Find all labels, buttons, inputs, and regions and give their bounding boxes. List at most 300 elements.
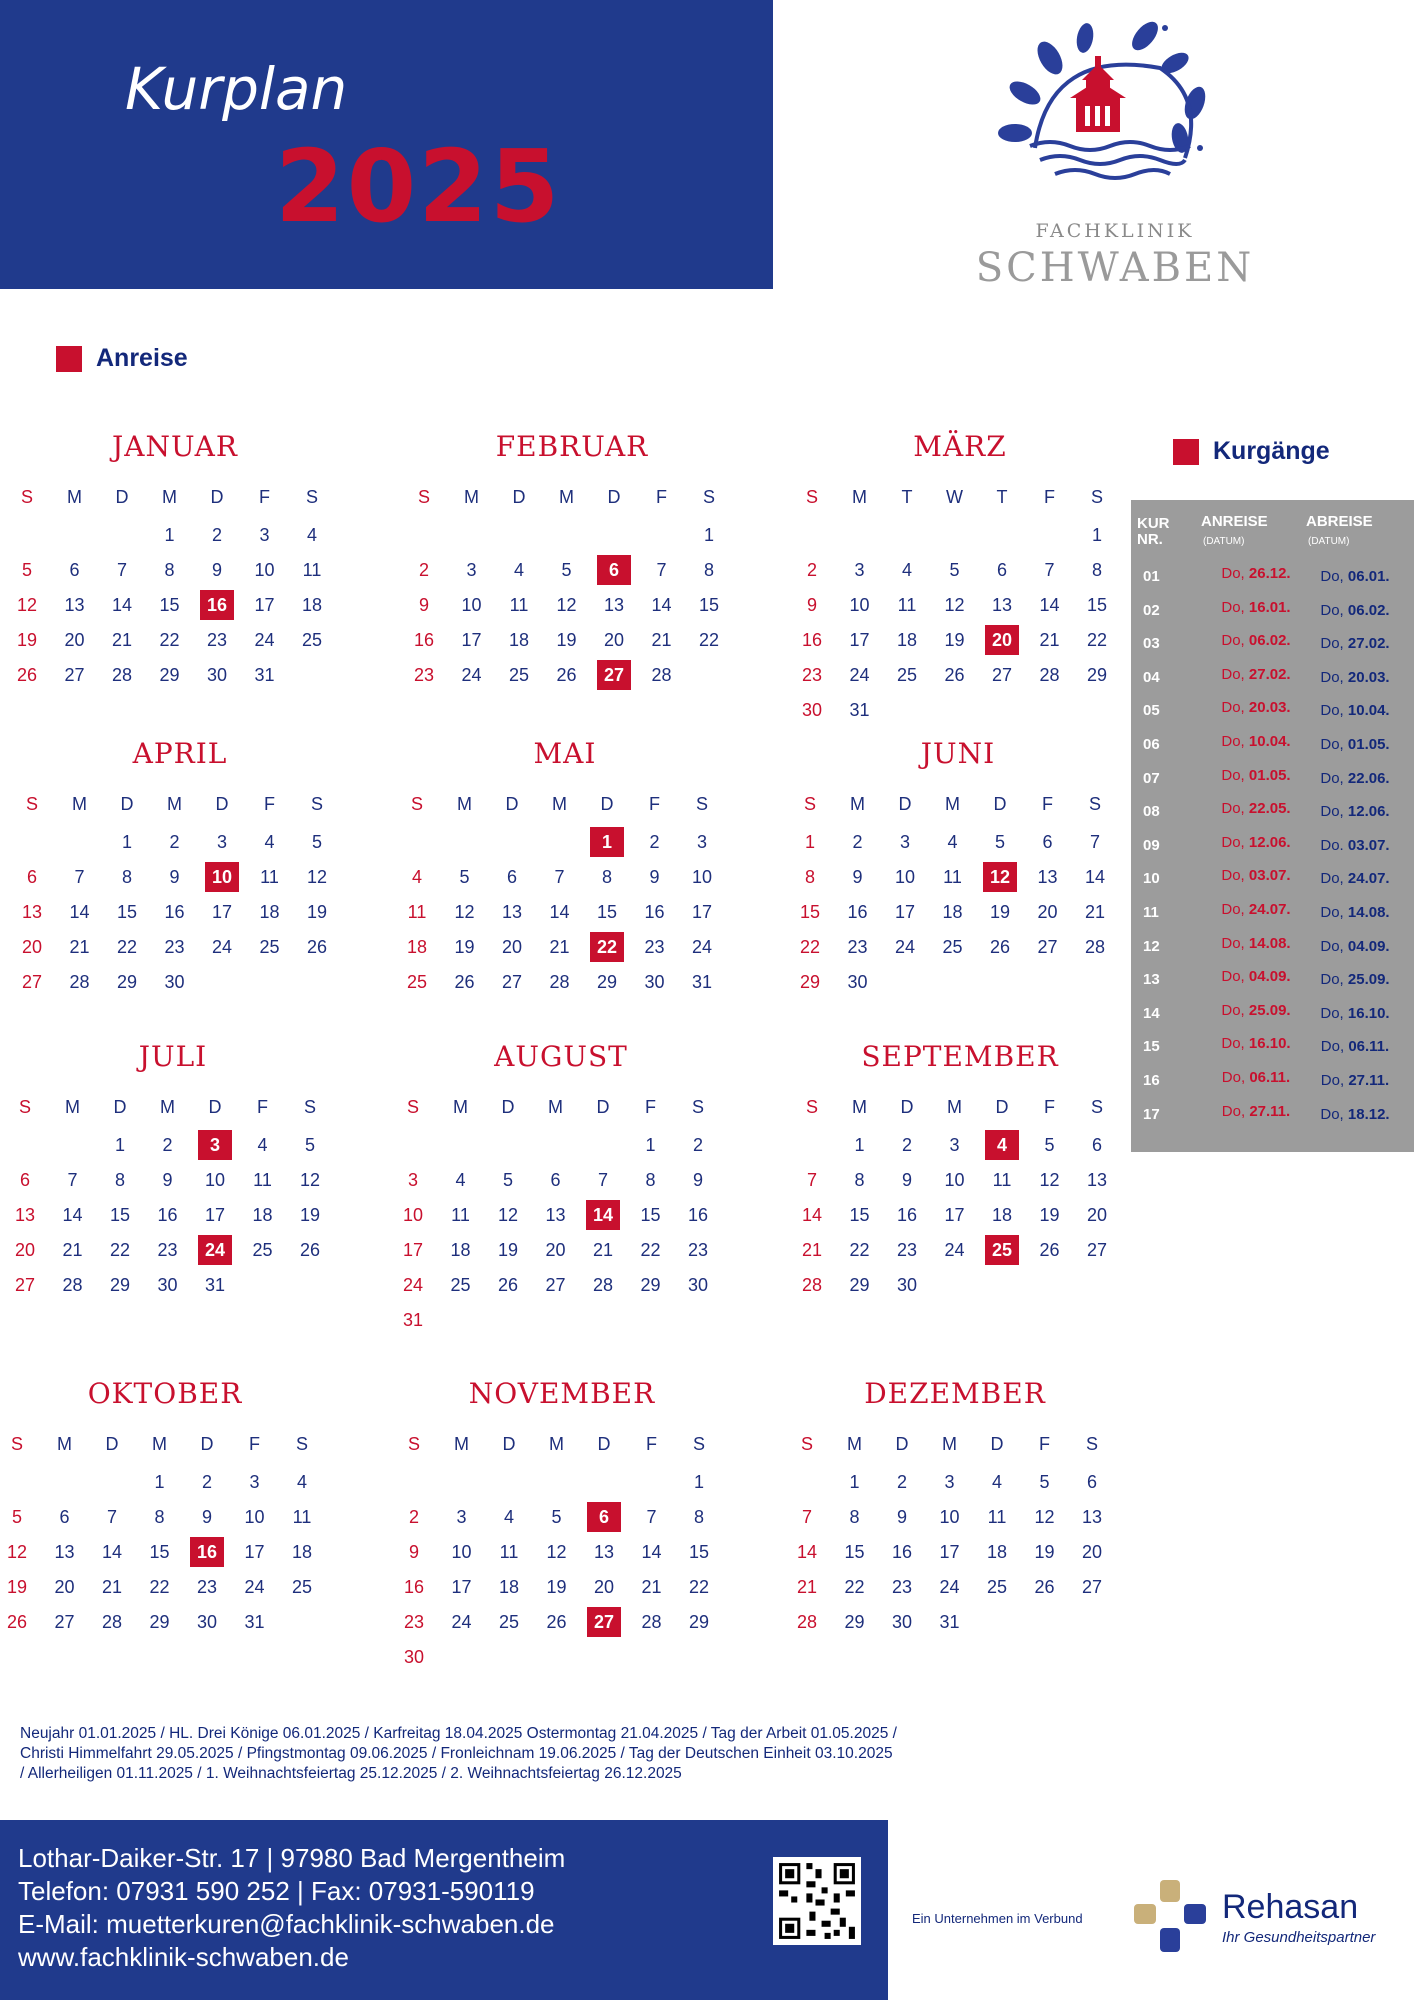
calendar-day: 15: [698, 595, 720, 615]
weekday-header: S: [406, 1097, 419, 1117]
calendar-day: 15: [159, 595, 180, 615]
month-name: NOVEMBER: [468, 1377, 656, 1410]
kur-abreise: Do, 01.05.: [1320, 736, 1390, 753]
calendar-day: 29: [596, 972, 618, 992]
month-juli: [8, 1040, 338, 1295]
weekday-header: F: [259, 487, 270, 507]
calendar-day: 30: [157, 1275, 178, 1295]
month-name: JULI: [138, 1040, 208, 1073]
calendar-day: 24: [939, 1577, 960, 1597]
calendar-day: 21: [592, 1240, 614, 1260]
calendar-day: 11: [992, 1170, 1012, 1190]
kur-abreise: Do, 06.11.: [1320, 1038, 1390, 1056]
weekday-header: D: [120, 794, 134, 814]
calendar-day: 12: [556, 595, 577, 615]
calendar-day: 1: [645, 1135, 656, 1155]
qr-code-icon[interactable]: [773, 1857, 861, 1945]
header-abreise: ABREISE: [1306, 513, 1373, 530]
kur-abreise: Do, 24.07.: [1320, 870, 1390, 888]
calendar-day: 30: [196, 1612, 218, 1632]
calendar-day: 9: [211, 560, 222, 580]
calendar-day: 1: [804, 832, 815, 852]
calendar-day: 6: [1091, 1135, 1102, 1155]
calendar-day: 3: [407, 1170, 418, 1190]
weekday-header: S: [691, 1097, 704, 1117]
calendar-day: 1: [854, 1135, 865, 1155]
calendar-day: 11: [302, 560, 322, 580]
calendar-day: 28: [1084, 937, 1106, 957]
calendar-day: 3: [466, 560, 477, 580]
calendar-day: 26: [989, 937, 1011, 957]
kur-nr: 06: [1143, 736, 1160, 753]
calendar-day: 6: [1086, 1472, 1097, 1492]
calendar-day: 22: [698, 630, 720, 650]
calendar-day: 8: [703, 560, 714, 580]
calendar-day: 28: [801, 1275, 823, 1295]
calendar-day: 4: [257, 1135, 268, 1155]
weekday-header: D: [210, 487, 224, 507]
calendar-day: 17: [244, 1542, 265, 1562]
kur-abreise: Do, 14.08.: [1320, 904, 1390, 921]
weekday-header: M: [457, 794, 472, 814]
calendar-day: 26: [16, 665, 38, 685]
calendar-day: 23: [157, 1240, 178, 1260]
calendar-day: 31: [244, 1612, 265, 1632]
calendar-day: 17: [204, 1205, 226, 1225]
weekday-header: S: [310, 794, 323, 814]
calendar-day: 19: [1034, 1542, 1055, 1562]
calendar-day: 27: [54, 1612, 75, 1632]
calendar-day: 9: [418, 595, 429, 615]
calendar-day: 18: [252, 1205, 273, 1225]
anreise-day: 22: [590, 932, 624, 962]
weekday-header: D: [895, 1434, 909, 1454]
calendar-day: 6: [59, 1507, 70, 1527]
calendar-day: 3: [899, 832, 910, 852]
brand-top: FACHKLINIK: [1035, 220, 1195, 242]
calendar-day: 17: [254, 595, 275, 615]
calendar-day: 10: [402, 1205, 424, 1225]
calendar-day: 23: [896, 1240, 918, 1260]
calendar-day: 7: [801, 1507, 812, 1527]
kur-nr: 12: [1143, 937, 1160, 955]
calendar-day: 12: [1039, 1170, 1060, 1190]
calendar-day: 26: [556, 665, 577, 685]
calendar-day: 16: [896, 1205, 918, 1225]
calendar-day: 5: [1044, 1135, 1055, 1155]
calendar-day: 16: [157, 1205, 178, 1225]
calendar-day: 20: [21, 937, 43, 957]
weekday-header: S: [803, 794, 816, 814]
calendar-day: 22: [116, 937, 138, 957]
kur-anreise: Do, 27.02.: [1221, 665, 1291, 683]
weekday-header: D: [512, 487, 526, 507]
calendar-day: 19: [944, 630, 965, 650]
calendar-day: 17: [944, 1205, 965, 1225]
holidays-text: [20, 1724, 1100, 1784]
calendar-day: 4: [264, 832, 275, 852]
kur-abreise-date: 25.09.: [1347, 971, 1390, 989]
kur-nr: 13: [1143, 971, 1160, 989]
calendar-day: 1: [114, 1135, 125, 1155]
kur-nr: 15: [1143, 1038, 1160, 1056]
calendar-day: 27: [545, 1275, 566, 1295]
calendar-day: 18: [498, 1577, 520, 1597]
calendar-day: 8: [849, 1507, 860, 1527]
calendar-day: 24: [461, 665, 482, 685]
calendar-day: 24: [244, 1577, 265, 1597]
legend-kurgaenge-label: Kurgänge: [1213, 437, 1330, 465]
legend-swatch: [56, 346, 82, 372]
calendar-day: 20: [1037, 902, 1058, 922]
calendar-day: 13: [593, 1542, 615, 1562]
calendar-day: 25: [896, 665, 918, 685]
calendar-day: 22: [799, 937, 821, 957]
kurgaenge-header: [1131, 512, 1414, 558]
month-oktober: [0, 1377, 330, 1632]
calendar-day: 27: [1086, 1240, 1108, 1260]
calendar-day: 15: [844, 1542, 865, 1562]
calendar-day: 21: [549, 937, 570, 957]
calendar-day: 3: [259, 525, 270, 545]
kur-anreise: Do, 27.11.: [1221, 1102, 1291, 1120]
calendar-day: 11: [292, 1507, 312, 1527]
legend-anreise-label: Anreise: [96, 344, 188, 372]
weekday-header: D: [990, 1434, 1004, 1454]
weekday-header: D: [993, 794, 1007, 814]
month-februar: [407, 430, 737, 685]
anreise-day: 1: [590, 827, 624, 857]
weekday-header: S: [1090, 1097, 1103, 1117]
calendar-day: 17: [849, 630, 870, 650]
calendar-day: 14: [111, 595, 133, 615]
calendar-day: 26: [546, 1612, 567, 1632]
calendar-day: 8: [693, 1507, 704, 1527]
calendar-day: 6: [996, 560, 1007, 580]
calendar-day: 28: [592, 1275, 614, 1295]
calendar-day: 4: [513, 560, 524, 580]
weekday-header: S: [702, 487, 715, 507]
calendar-day: 3: [249, 1472, 260, 1492]
weekday-header: S: [1088, 794, 1101, 814]
weekday-header: F: [649, 794, 660, 814]
calendar-day: 12: [306, 867, 328, 887]
legend-swatch: [1173, 439, 1199, 465]
anreise-day: 6: [597, 555, 631, 585]
weekday-header: T: [996, 487, 1008, 507]
month-november: [397, 1377, 727, 1667]
calendar-day: 20: [501, 937, 523, 957]
kur-nr: 05: [1143, 702, 1160, 720]
holidays-line: / Allerheiligen 01.11.2025 / 1. Weihnachtsfeiertag 25.12.2025 / 2. Weihnachtsfeiertag 26.12.2025: [20, 1765, 682, 1782]
calendar-day: 4: [947, 832, 958, 852]
kur-nr: 03: [1143, 635, 1160, 653]
weekday-header: S: [295, 1434, 308, 1454]
calendar-day: 23: [847, 937, 868, 957]
weekday-header: D: [596, 1097, 610, 1117]
calendar-day: 26: [306, 937, 328, 957]
calendar-day: 26: [454, 972, 475, 992]
calendar-day: 18: [986, 1542, 1008, 1562]
calendar-day: 2: [896, 1472, 907, 1492]
calendar-day: 5: [21, 560, 32, 580]
calendar-day: 27: [14, 1275, 36, 1295]
calendar-day: 10: [254, 560, 275, 580]
kur-anreise: Do, 12.06.: [1221, 833, 1291, 851]
calendar-day: 16: [644, 902, 665, 922]
calendar-day: 16: [687, 1205, 709, 1225]
weekday-header: M: [65, 1097, 80, 1117]
weekday-header: W: [946, 487, 963, 507]
kur-row: [1131, 997, 1414, 1030]
calendar-day: 18: [942, 902, 963, 922]
calendar-day: 4: [455, 1170, 466, 1190]
weekday-header: D: [597, 1434, 611, 1454]
calendar-day: 5: [551, 1507, 562, 1527]
kur-anreise-date: 06.02.: [1248, 632, 1291, 650]
calendar-day: 8: [1091, 560, 1102, 580]
calendar-day: 11: [253, 1170, 272, 1190]
calendar-day: 15: [799, 902, 821, 922]
calendar-day: 21: [651, 630, 672, 650]
calendar-day: 2: [211, 525, 222, 545]
header-anreise-datum: (DATUM): [1203, 536, 1245, 547]
calendar-day: 2: [649, 832, 660, 852]
weekday-header: D: [105, 1434, 119, 1454]
month-name: JANUAR: [112, 430, 238, 463]
calendar-day: 10: [461, 595, 482, 615]
calendar-day: 22: [640, 1240, 661, 1260]
kur-row: [1131, 594, 1414, 627]
calendar-day: 29: [688, 1612, 710, 1632]
anreise-day: 24: [198, 1235, 232, 1265]
calendar-day: 17: [894, 902, 916, 922]
calendar-day: 3: [456, 1507, 467, 1527]
verbund-text: Ein Unternehmen im Verbund: [912, 1911, 1083, 1926]
kur-abreise: Do, 06.02.: [1320, 601, 1390, 619]
weekday-header: M: [852, 487, 867, 507]
calendar-day: 4: [991, 1472, 1002, 1492]
calendar-day: 22: [844, 1577, 865, 1597]
kur-anreise-date: 27.02.: [1248, 665, 1291, 683]
kur-row: [1131, 694, 1414, 727]
calendar-day: 9: [852, 867, 863, 887]
calendar-day: 3: [944, 1472, 955, 1492]
calendar-day: 13: [21, 902, 43, 922]
kur-anreise-date: 06.11.: [1249, 1069, 1291, 1086]
weekday-header: M: [152, 1434, 167, 1454]
calendar-day: 4: [503, 1507, 514, 1527]
weekday-header: S: [20, 487, 33, 507]
calendar-day: 20: [603, 630, 625, 650]
calendar-day: 13: [1086, 1170, 1108, 1190]
calendar-day: 7: [67, 1170, 78, 1190]
calendar-day: 2: [418, 560, 429, 580]
calendar-day: 1: [121, 832, 132, 852]
calendar-day: 22: [1086, 630, 1108, 650]
calendar-day: 18: [896, 630, 918, 650]
weekday-header: S: [1090, 487, 1103, 507]
calendar-day: 30: [403, 1647, 425, 1667]
kur-anreise-date: 16.10.: [1248, 1035, 1291, 1053]
calendar-day: 7: [106, 1507, 117, 1527]
calendar-day: 21: [1039, 630, 1060, 650]
weekday-header: F: [257, 1097, 268, 1117]
calendar-day: 11: [509, 595, 529, 615]
kur-abreise: Do, 12.06.: [1320, 803, 1390, 821]
kur-anreise: Do, 06.11.: [1221, 1069, 1291, 1086]
calendar-day: 7: [646, 1507, 657, 1527]
calendar-day: 12: [299, 1170, 321, 1190]
calendar-day: 18: [301, 595, 323, 615]
weekday-header: F: [249, 1434, 260, 1454]
kur-nr: 16: [1143, 1072, 1160, 1089]
calendar-day: 2: [692, 1135, 703, 1155]
calendar-day: 10: [691, 867, 713, 887]
anreise-day: 4: [985, 1130, 1019, 1160]
calendar-day: 30: [801, 700, 823, 720]
calendar-day: 28: [62, 1275, 83, 1295]
calendar-day: 28: [111, 665, 133, 685]
kur-anreise: Do, 04.09.: [1221, 968, 1291, 986]
kur-row: [1131, 862, 1414, 895]
calendar-day: 20: [1081, 1542, 1103, 1562]
calendar-day: 27: [64, 665, 85, 685]
calendar-day: 16: [164, 902, 185, 922]
footer-email[interactable]: E-Mail: muetterkuren@fachklinik-schwaben.de: [18, 1909, 555, 1939]
calendar-day: 22: [688, 1577, 710, 1597]
kur-row: [1131, 829, 1414, 862]
calendar-day: 19: [299, 1205, 321, 1225]
weekday-header: S: [407, 1434, 420, 1454]
weekday-header: S: [417, 487, 430, 507]
calendar-day: 7: [116, 560, 127, 580]
calendar-day: 1: [693, 1472, 704, 1492]
weekday-header: M: [549, 1434, 564, 1454]
month-name: DEZEMBER: [864, 1377, 1046, 1410]
calendar-day: 23: [196, 1577, 218, 1597]
calendar-day: 27: [1081, 1577, 1103, 1597]
calendar-day: 8: [601, 867, 612, 887]
kur-anreise-date: 20.03.: [1248, 699, 1291, 717]
kur-anreise-date: 26.12.: [1248, 565, 1291, 582]
calendar-day: 26: [1034, 1577, 1055, 1597]
calendar-day: 7: [554, 867, 565, 887]
calendar-day: 12: [16, 595, 38, 615]
kur-abreise: Do, 04.09.: [1320, 937, 1390, 955]
calendar-day: 14: [62, 1205, 83, 1225]
month-september: [795, 1040, 1125, 1295]
footer-website[interactable]: www.fachklinik-schwaben.de: [18, 1942, 349, 1972]
kur-anreise: Do, 22.05.: [1221, 800, 1291, 818]
calendar-day: 5: [502, 1170, 513, 1190]
calendar-day: 29: [1086, 665, 1108, 685]
calendar-day: 13: [501, 902, 523, 922]
calendar-day: 23: [206, 630, 228, 650]
calendar-day: 25: [498, 1612, 520, 1632]
month-august: [396, 1040, 726, 1330]
calendar-day: 11: [897, 595, 917, 615]
kur-anreise-date: 22.05.: [1248, 800, 1291, 818]
kur-abreise: Do, 27.02.: [1320, 635, 1390, 653]
calendar-day: 23: [687, 1240, 709, 1260]
weekday-header: S: [800, 1434, 813, 1454]
calendar-day: 22: [159, 630, 180, 650]
calendar-day: 24: [451, 1612, 472, 1632]
calendar-day: 15: [109, 1205, 131, 1225]
calendar-day: 13: [545, 1205, 566, 1225]
kur-abreise-date: 06.02.: [1347, 601, 1390, 619]
calendar-day: 18: [259, 902, 280, 922]
kur-anreise: Do, 16.10.: [1221, 1035, 1291, 1053]
calendar-day: 23: [644, 937, 665, 957]
weekday-header: S: [805, 487, 818, 507]
calendar-day: 29: [844, 1612, 865, 1632]
calendar-day: 13: [1081, 1507, 1103, 1527]
calendar-day: 16: [801, 630, 823, 650]
calendar-day: 30: [644, 972, 665, 992]
weekday-header: M: [167, 794, 182, 814]
weekday-header: M: [559, 487, 574, 507]
anreise-day: 27: [597, 660, 631, 690]
kur-anreise-date: 12.06.: [1248, 833, 1291, 851]
calendar-day: 2: [169, 832, 180, 852]
calendar-day: 28: [549, 972, 570, 992]
calendar-day: 14: [651, 595, 672, 615]
calendar-day: 19: [989, 902, 1011, 922]
calendar-day: 2: [408, 1507, 419, 1527]
calendar-day: 17: [939, 1542, 960, 1562]
calendar-day: 15: [1086, 595, 1108, 615]
calendar-day: 14: [641, 1542, 662, 1562]
weekday-header: M: [847, 1434, 862, 1454]
weekday-header: T: [901, 487, 913, 507]
calendar-day: 17: [451, 1577, 472, 1597]
calendar-day: 16: [891, 1542, 913, 1562]
kur-abreise-date: 18.12.: [1347, 1105, 1390, 1123]
kur-nr: 09: [1143, 836, 1160, 854]
kur-abreise-date: 06.01.: [1347, 568, 1390, 585]
kur-row: [1131, 896, 1414, 929]
weekday-header: M: [72, 794, 87, 814]
anreise-day: 10: [205, 862, 239, 892]
header-anreise: ANREISE: [1201, 513, 1268, 530]
calendar-day: 30: [687, 1275, 709, 1295]
weekday-header: F: [1044, 1097, 1055, 1117]
kur-anreise: Do, 03.07.: [1221, 867, 1291, 885]
calendar-day: 30: [164, 972, 185, 992]
anreise-day: 27: [587, 1607, 621, 1637]
weekday-header: M: [57, 1434, 72, 1454]
calendar-day: 1: [703, 525, 714, 545]
kur-anreise-date: 27.11.: [1249, 1102, 1291, 1120]
calendar-day: 20: [593, 1577, 615, 1597]
calendar-day: 1: [849, 1472, 860, 1492]
weekday-header: F: [1039, 1434, 1050, 1454]
calendar-day: 21: [111, 630, 133, 650]
calendar-day: 13: [1037, 867, 1058, 887]
calendar-day: 23: [891, 1577, 913, 1597]
calendar-day: 16: [403, 1577, 425, 1597]
calendar-day: 21: [801, 1240, 823, 1260]
calendar-day: 21: [1084, 902, 1106, 922]
calendar-day: 26: [1039, 1240, 1060, 1260]
kur-row: [1131, 1030, 1414, 1063]
kur-nr: 02: [1143, 601, 1160, 619]
calendar-day: 19: [454, 937, 475, 957]
kur-row: [1131, 930, 1414, 963]
weekday-header: S: [25, 794, 38, 814]
